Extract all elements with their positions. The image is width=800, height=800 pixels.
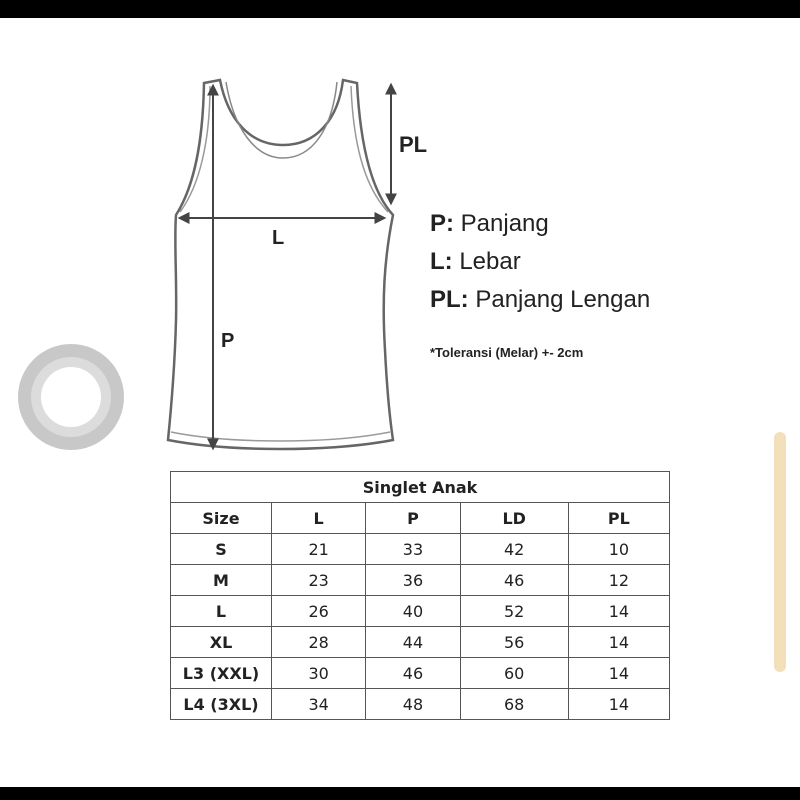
value-cell: 14	[568, 658, 669, 689]
value-cell: 60	[460, 658, 568, 689]
size-cell: L3 (XXL)	[171, 658, 272, 689]
table-row	[171, 534, 670, 565]
value-cell: 30	[272, 658, 366, 689]
value-cell: 44	[366, 627, 460, 658]
table-row	[171, 689, 670, 720]
table-row	[171, 658, 670, 689]
header-pl: PL	[568, 503, 669, 534]
ring-icon[interactable]	[17, 343, 125, 451]
size-cell: XL	[171, 627, 272, 658]
value-cell: 28	[272, 627, 366, 658]
value-cell: 46	[366, 658, 460, 689]
table-row	[171, 627, 670, 658]
table-title-row	[171, 472, 670, 503]
value-cell: 40	[366, 596, 460, 627]
size-cell: M	[171, 565, 272, 596]
value-cell: 14	[568, 596, 669, 627]
side-scroll-tab[interactable]	[774, 432, 786, 672]
size-cell: L4 (3XL)	[171, 689, 272, 720]
value-cell: 21	[272, 534, 366, 565]
size-cell: S	[171, 534, 272, 565]
value-cell: 42	[460, 534, 568, 565]
value-cell: 14	[568, 689, 669, 720]
value-cell: 23	[272, 565, 366, 596]
table-row	[171, 596, 670, 627]
header-ld: LD	[460, 503, 568, 534]
value-cell: 10	[568, 534, 669, 565]
value-cell: 33	[366, 534, 460, 565]
tolerance-note: *Toleransi (Melar) +- 2cm	[430, 345, 584, 360]
size-chart-table	[170, 471, 670, 720]
value-cell: 52	[460, 596, 568, 627]
table-row	[171, 565, 670, 596]
value-cell: 14	[568, 627, 669, 658]
table-title: Singlet Anak	[171, 472, 670, 503]
p-measure-label: P	[221, 330, 235, 352]
table-header-row	[171, 503, 670, 534]
value-cell: 46	[460, 565, 568, 596]
measurement-legend	[430, 205, 650, 319]
value-cell: 34	[272, 689, 366, 720]
value-cell: 68	[460, 689, 568, 720]
bottom-black-bar	[0, 787, 800, 800]
pl-measure-label: PL	[399, 132, 428, 157]
value-cell: 56	[460, 627, 568, 658]
legend-item-p: P: Panjang	[430, 210, 549, 237]
value-cell: 48	[366, 689, 460, 720]
value-cell: 26	[272, 596, 366, 627]
legend-item-pl: PL: Panjang Lengan	[430, 286, 651, 313]
legend-item-l: L: Lebar	[430, 248, 521, 275]
l-measure-label: L	[272, 227, 285, 249]
value-cell: 36	[366, 565, 460, 596]
header-size: Size	[171, 503, 272, 534]
value-cell: 12	[568, 565, 669, 596]
size-cell: L	[171, 596, 272, 627]
header-l: L	[272, 503, 366, 534]
header-p: P	[366, 503, 460, 534]
